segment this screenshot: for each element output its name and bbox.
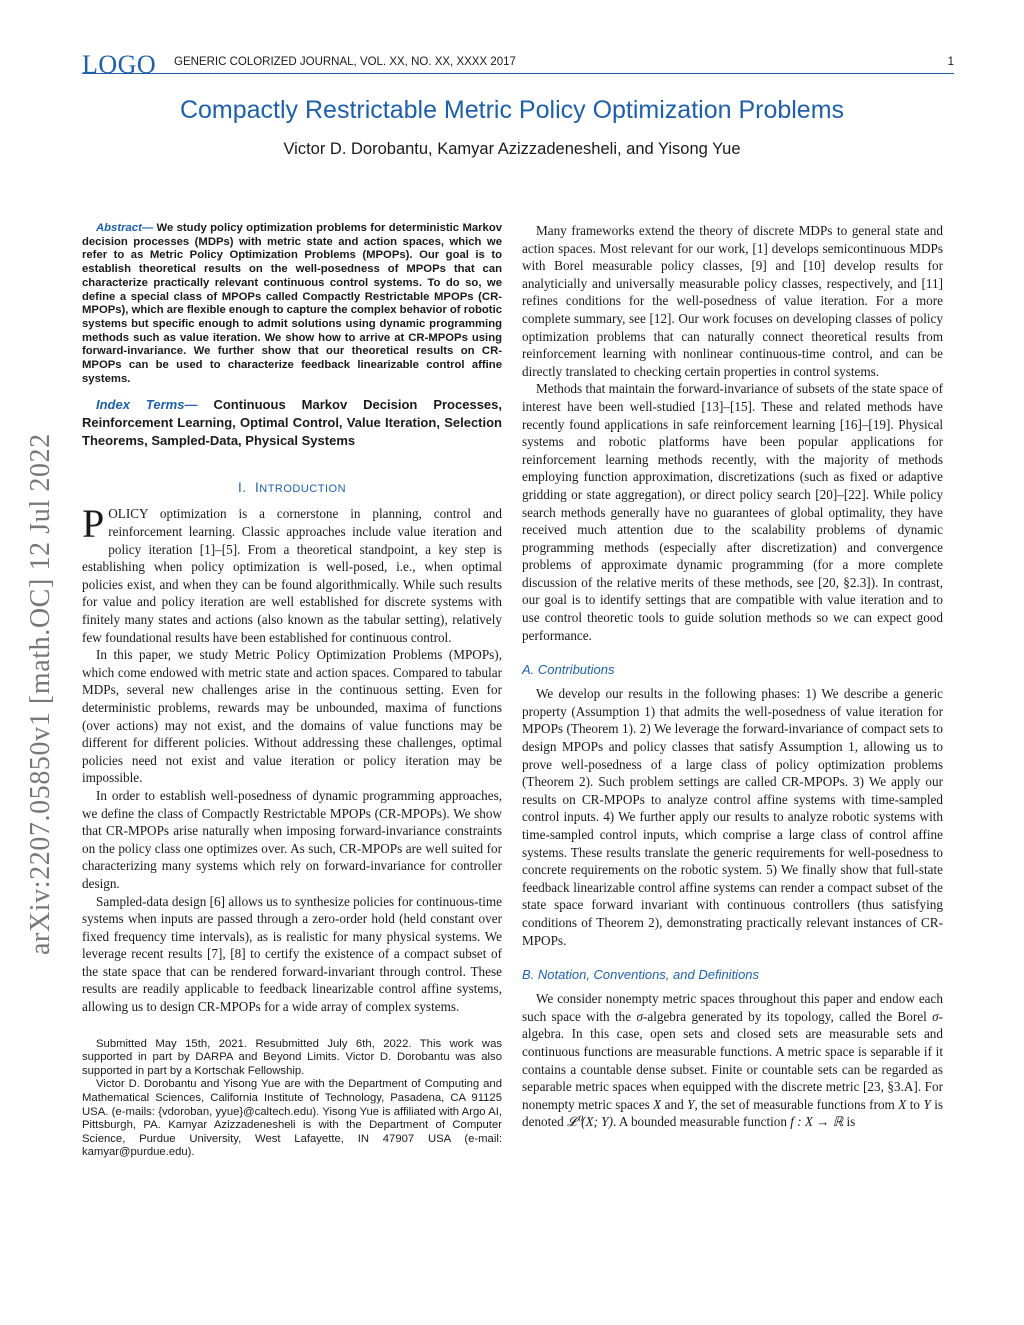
index-terms [82,396,502,450]
section-heading-introduction: I. INTRODUCTION [237,480,347,496]
paper-title: Compactly Restrictable Metric Policy Optimization Problems [179,96,845,124]
index-terms-label: Index Terms— [96,397,198,413]
subsection-heading-notation: B. Notation, Conventions, and Definitions [522,967,760,983]
subsection-heading-contributions: A. Contributions [522,662,615,678]
intro-paragraph-2: In this paper, we study Metric Policy Optimization Problems (MPOPs), which come endowed with metric state and action spaces. Compared to tabular MDPs, several new challenges arise in the continuous setting. Even for deterministic problems, rewards may be unbounded, maxima of functions (over actions) may not exist, and the domains of value functions may be different for different policies. Without addressing these challenges, optimal policies need not exist and value iteration or policy iteration may be impossible. [82,647,502,786]
footnote-submission: Submitted May 15th, 2021. Resubmitted July 6th, 2022. This work was supported in part by DARPA and Beyond Limits. Victor D. Dorobantu was also supported in part by a Kortschak Fellowship. [82,1037,502,1077]
abstract-text: We study policy optimization problems for deterministic Markov decision processes (MDPs) with metric state and action spaces, which we refer to as Metric Policy Optimization Problems (MPOPs). Our goal is to establish theoretical results on the well-posedness of MPOPs that can characterize practically relevant continuous control systems. To do so, we define a special class of MPOPs called Compactly Restrictable MPOPs (CR-MPOPs), which are flexible enough to capture the complex behavior of robotic systems but specific enough to admit solutions using dynamic programming methods such as value iteration. We show how to arrive at CR-MPOPs using forward-invariance. We further show that our theoretical results on CR-MPOPs can be used to characterize feedback linearizable control affine systems. [82,222,503,385]
abstract [82,222,502,386]
drop-cap: P [82,501,105,547]
journal-logo: LOGO [82,50,157,79]
notation-paragraph: We consider nonempty metric spaces throughout this paper and endow each such space with the σ-algebra generated by its topology, called the Borel σ-algebra. In this case, open sets and closed sets are measurable sets and continuous functions are measurable functions. A metric space is separable if it contains a countable dense subset. Finite or countable sets can be regarded as separable metric spaces when equipped with the discrete metric [23, §3.A]. For nonempty metric spaces X and Y, the set of measurable functions from X to Y is denoted 𝓛⁰(X; Y). A bounded measurable function f : X → ℝ is [522,991,944,1130]
intro-paragraph-4: Sampled-data design [6] allows us to synthesize policies for continuous-time systems when inputs are passed through a zero-order hold (held constant over fixed frequency time intervals), as is realistic for many physical systems. We leverage recent results [7], [8] to certify the existence of a compact subset of the state space that can be rendered forward-invariant through control. These results are readily applicable to feedback linearizable control affine systems, allowing us to design CR-MPOPs for a wide array of complex systems. [82,893,502,1015]
abstract-label: Abstract— [96,222,154,234]
page-header [82,50,954,79]
footnote-affiliations: Victor D. Dorobantu and Yisong Yue are with the Department of Computing and Mathematical Sciences, California Institute of Technology, Pasadena, CA 91125 USA. (e-mails: {vdoroban, yyue}@caltech.edu). Yisong Yue is affiliated with Argo AI, Pittsburgh, PA. Kamyar Azizzadenesheli is with the Department of Computer Science, Purdue University, West Lafayette, IN 47907 USA (e-mail: kamyar@purdue.edu). [82,1078,502,1159]
header-rule [82,73,954,74]
page-number: 1 [947,56,954,68]
left-column [82,222,502,1160]
related-work-paragraph-1: Many frameworks extend the theory of discrete MDPs to general state and action spaces. Most relevant for our work, [1] develops semicontinuous MDPs with Borel measurable policy classes, [9] and [10] develop results for analyticially and universally measurable policy classes, respectively, and [11] refines conditions for the well-posedness of value iteration. For a more complete summary, see [12]. Our work focuses on developing classes of policy optimization problems that can naturally connect theoretical results from reinforcement learning with nonlinear continuous-time control, and can be directly translated to checking certain properties in control systems. [522,223,943,379]
journal-running-head: GENERIC COLORIZED JOURNAL, VOL. XX, NO. XX, XXXX 2017 [174,56,516,68]
intro-paragraph-3: In order to establish well-posedness of dynamic programming approaches, we define the class of Compactly Restrictable MPOPs (CR-MPOPs). We show that CR-MPOPs arise naturally when imposing forward-invariance constraints on the policy class one optimizes over. As such, CR-MPOPs are well suited for characterizing many systems which rely on forward-invariance for controller design. [82,787,502,891]
footnotes [82,1038,502,1160]
paper-authors: Victor D. Dorobantu, Kamyar Azizzadenesheli, and Yisong Yue [283,140,741,158]
right-column [522,222,943,1131]
related-work-paragraph-2: Methods that maintain the forward-invariance of subsets of the state space of interest have been well-studied [13]–[15]. These and related methods have recently found applications in safe reinforcement learning [16]–[19]. Physical systems and robotic platforms have been popular applications for reinforcement learning methods recently, with the majority of methods employing function approximation, discretizations (such as fixed or adaptive gridding or state aggregation), or direct policy search [20]–[22]. While policy search methods generally have no guarantees of global optimality, they have received much attention due to the scalability problems of dynamic programming methods (especially after discretization) and convergence problems of approximate dynamic programming (for a more complete discussion of the relative merits of these methods, see [20, §2.3]). In contrast, our goal is to identify settings that are compatible with value iteration and to use control theoretic tools to guide solution methods so we can expect good performance. [522,381,943,643]
contributions-paragraph: We develop our results in the following phases: 1) We describe a generic property (Assumption 1) that admits the well-posedness of value iteration for MPOPs (Theorem 1). 2) We leverage the forward-invariance of compact sets to design MPOPs and policy classes that satisfy Assumption 1, allowing us to prove well-posedness of a large class of policy optimization problems (Theorem 2). Such problem settings are called CR-MPOPs. 3) We apply our results on CR-MPOPs to analyze control affine systems with time-sampled control inputs. 4) We further apply our results to analyze robotic systems with time-sampled control inputs, which comprise a large class of control affine systems. These results translate the generic requirements for well-posedness to concrete requirements on the robotic system. 5) We finally show that full-state feedback linearizable control affine systems can render a compact subset of the state space forward invariant with continuous controllers (thus satisfying conditions of Theorem 2), demonstrating practically relevant instances of CR-MPOPs. [522,686,943,948]
intro-paragraph-1: POLICY optimization is a cornerstone in planning, control and reinforcement learning. Classic approaches include value iteration and policy iteration [1]–[5]. From a theoretical standpoint, a key step is establishing when policy optimization is well-posed, i.e., when optimal policies exist, and when they can be found algorithmically. While such results for value and policy iteration are well established for discrete systems with finitely many states and actions (also known as the tabular setting), relatively few foundational results have been established for continuous control. [82,501,502,645]
arxiv-stamp: arXiv:2207.05850v1 [math.OC] 12 Jul 2022 [25,433,56,955]
index-terms-text: Continuous Markov Decision Processes, Reinforcement Learning, Optimal Control, Value Iteration, Selection Theorems, Sampled-Data, Physical Systems [82,397,502,449]
